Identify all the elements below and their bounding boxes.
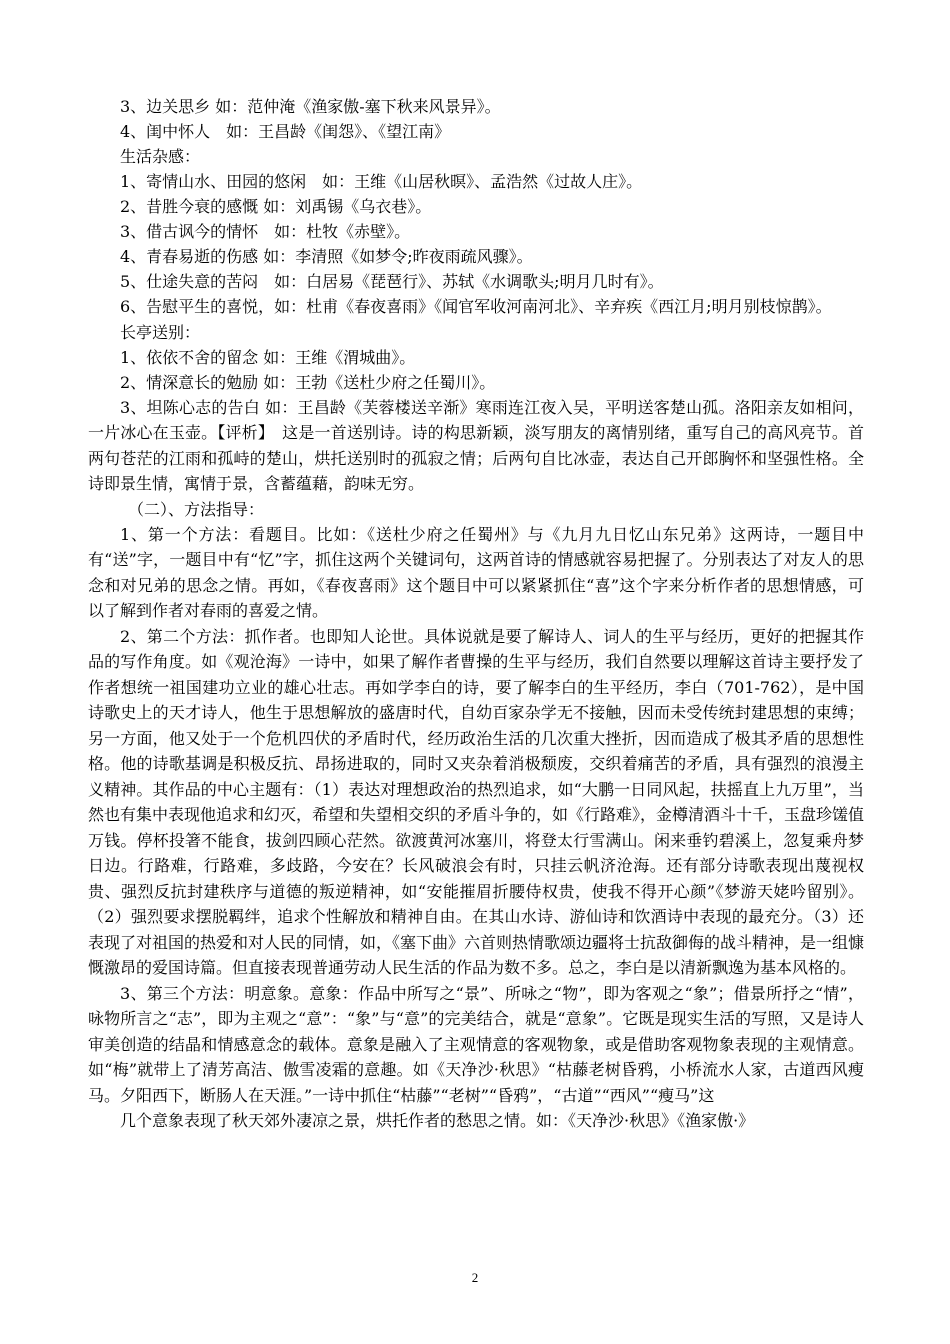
text-line: 5、仕途失意的苦闷 如：白居易《琵琶行》、苏轼《水调歌头;明月几时有》。 — [120, 272, 664, 291]
text-line: 4、闺中怀人 如：王昌龄《闺怨》、《望江南》 — [120, 122, 451, 141]
text-line: 3、借古讽今的情怀 如：杜牧《赤壁》。 — [120, 222, 411, 241]
text-line: 2、昔胜今衰的感慨 如：刘禹锡《乌衣巷》。 — [120, 197, 432, 216]
text-line: 1、寄情山水、田园的悠闲 如：王维《山居秋暝》、孟浩然《过故人庄》。 — [120, 172, 643, 191]
text-line: 2、情深意长的勉励 如：王勃《送杜少府之任蜀川》。 — [120, 372, 496, 392]
document-page — [88, 94, 864, 1134]
subheading: 长亭送别： — [120, 322, 201, 342]
paragraph-method-3: 3、第三个方法：明意象。意象：作品中所写之“景”、所咏之“物”，即为客观之“象”；借景所抒之“情”，咏物所言之“志”，即为主观之“意”：“象”与“意”的完美结合，就是“意象”。它既是现实生活的写照，又是诗人审美创造的结晶和情感意念的载体。意象是融入了主观情意的客观物象，或是借助客观物象表现的主观情意。如“梅”就带上了清芳高洁、傲雪凌霜的意趣。如《天净沙·秋思》“枯藤老树昏鸦，小桥流水人家，古道西风瘦马。夕阳西下，断肠人在天涯。”一诗中抓住“枯藤”“老树”“昏鸦”，“古道”“西风”“瘦马”这 — [88, 983, 864, 1105]
paragraph-method-2: 2、第二个方法：抓作者。也即知人论世。具体说就是要了解诗人、词人的生平与经历，更好的把握其作品的写作角度。如《观沧海》一诗中，如果了解作者曹操的生平与经历，我们自然要以理解这首诗主要抒发了作者想统一祖国建功立业的雄心壮志。再如学李白的诗，要了解李白的生平经历，李白（701-762），是中国诗歌史上的天才诗人，他生于思想解放的盛唐时代，自幼百家杂学无不接触，因而未受传统封建思想的束缚；另一方面，他又处于一个危机四伏的矛盾时代，经历政治生活的几次重大挫折，因而造成了极其矛盾的思想性格。他的诗歌基调是积极反抗、昂扬进取的，同时又夹杂着消极颓废，交织着痛苦的矛盾，具有强烈的浪漫主义精神。其作品的中心主题有：（1）表达对理想政治的热烈追求，如“大鹏一日同风起，扶摇直上九万里”，当然也有集中表现他追求和幻灭，希望和失望相交织的矛盾斗争的，如《行路难》，金樽清酒斗十千，玉盘珍馐值万钱。停杯投箸不能食，拔剑四顾心茫然。欲渡黄河冰塞川，将登太行雪满山。闲来垂钓碧溪上，忽复乘舟梦日边。行路难，行路难，多歧路，今安在？长风破浪会有时，只挂云帆济沧海。还有部分诗歌表现出蔑视权贵、强烈反抗封建秩序与道德的叛逆精神，如“安能摧眉折腰侍权贵，使我不得开心颜”《梦游天姥吟留别》。（2）强烈要求摆脱羁绊，追求个性解放和精神自由。在其山水诗、游仙诗和饮酒诗中表现的最充分。（3）还表现了对祖国的热爱和对人民的同情，如，《塞下曲》六首则热情歌颂边疆将士抗敌御侮的战斗精神，是一组慷慨激昂的爱国诗篇。但直接表现普通劳动人民生活的作品为数不多。总之，李白是以清新飘逸为基本风格的。 — [88, 626, 865, 977]
text-line: 3、边关思乡 如：范仲淹《渔家傲-塞下秋来风景异》。 — [120, 97, 501, 116]
paragraph: 6、告慰平生的喜悦，如：杜甫《春夜喜雨》《闻官军收河南河北》、辛弃疾《西江月;明月别枝惊鹊》。 — [120, 297, 832, 316]
paragraph-method-1: 1、第一个方法：看题目。比如：《送杜少府之任蜀州》与《九月九日忆山东兄弟》这两诗，一题目中有“送”字，一题目中有“忆”字，抓住这两个关键词句，这两首诗的情感就容易把握了。分别表达了对友人的思念和对兄弟的思念之情。再如，《春夜喜雨》这个题目中可以紧紧抓住“喜”这个字来分析作者的思想情感，可以了解到作者对春雨的喜爱之情。 — [88, 524, 864, 620]
text-line: 1、依依不舍的留念 如：王维《渭城曲》。 — [120, 347, 416, 367]
paragraph: 3、坦陈心志的告白 如：王昌龄《芙蓉楼送辛渐》寒雨连江夜入吴，平明送客楚山孤。洛阳亲友如相问，一片冰心在玉壶。【评析】 这是一首送别诗。诗的构思新颖，淡写朋友的离情别绪，重写自己的高风亮节。首两句苍茫的江雨和孤峙的楚山，烘托送别时的孤寂之情；后两句自比冰壶，表达自己开郎胸怀和坚强性格。全诗即景生情，寓情于景，含蓄蕴藉，韵味无穷。 — [88, 397, 864, 493]
page-number: 2 — [471, 1270, 479, 1285]
paragraph-method-3-continued: 几个意象表现了秋天郊外凄凉之景，烘托作者的愁思之情。如：《天净沙·秋思》《渔家傲·》 — [120, 1111, 755, 1130]
text-line: 4、青春易逝的伤感 如：李清照《如梦令;昨夜雨疏风骤》。 — [120, 247, 533, 266]
subheading: 生活杂感： — [120, 147, 201, 166]
section-heading: （二）、方法指导： — [128, 499, 265, 519]
